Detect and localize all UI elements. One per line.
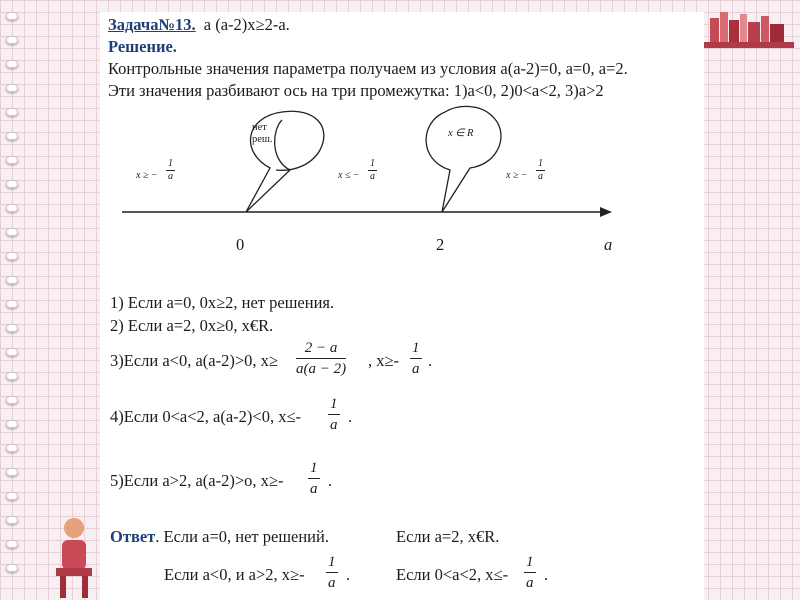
case-1: 1) Если а=0, 0x≥2, нет решения.: [110, 293, 335, 312]
interval-3-fraction: $\frac{1}{a}$: [538, 158, 543, 182]
case-2: 2) Если а=2, 0x≥0, x€R.: [110, 316, 274, 335]
case-4-fraction: $\frac{1}{a}$: [330, 396, 338, 433]
notebook-rings: [0, 0, 26, 600]
books-illustration: [700, 2, 796, 50]
interval-1-label: x ≥ −: [136, 170, 158, 181]
interval-3-label: x ≥ −: [506, 170, 528, 181]
answer-part-4: Если 0<а<2, x≤-: [396, 565, 509, 584]
child-reading-illustration: [52, 510, 96, 600]
task-expression: a (a-2)x≥2-a.: [203, 15, 290, 34]
case-3-text: 3)Если а<0, a(a-2)>0, x≥: [110, 351, 278, 370]
case-3-fraction-1: $\frac{2 - a}{a(a - 2)}$: [296, 340, 347, 377]
answer-part-1: . Если а=0, нет решений.: [155, 527, 329, 546]
case-4-text: 4)Если 0<а<2, a(a-2)<0, x≤-: [110, 407, 302, 426]
case-3-dot: .: [428, 351, 433, 370]
case-3-mid: , x≥-: [368, 351, 400, 370]
control-values-line: Контрольные значения параметра получаем из условия а(а-2)=0, а=0, а=2.: [108, 59, 628, 78]
bubble-all-real-text: x ∈ R: [448, 128, 474, 139]
answer-fraction-1: $\frac{1}{a}$: [328, 554, 336, 591]
speech-bubble-all-real: [426, 106, 501, 212]
case-5-text: 5)Если a>2, a(a-2)>o, x≥-: [110, 471, 284, 490]
slide-content: [100, 12, 704, 600]
task-label: Задача№13.: [108, 15, 196, 34]
tick-2-label: 2: [436, 235, 445, 254]
tick-0-label: 0: [236, 235, 245, 254]
axis-arrow: [600, 207, 612, 217]
case-3-fraction-2: $\frac{1}{a}$: [412, 340, 420, 377]
solution-label: Решение.: [108, 37, 177, 56]
answer-label: Ответ: [110, 527, 156, 546]
interval-2-label: x ≤ −: [338, 170, 360, 181]
case-5-fraction: $\frac{1}{a}$: [310, 460, 318, 497]
interval-2-fraction: $\frac{1}{a}$: [370, 158, 375, 182]
answer-fraction-2: $\frac{1}{a}$: [526, 554, 534, 591]
answer-part-3: Если а<0, и а>2, x≥-: [164, 565, 305, 584]
case-5-dot: .: [328, 471, 333, 490]
interval-1-fraction: $\frac{1}{a}$: [168, 158, 173, 182]
intervals-line: Эти значения разбивают ось на три промежутка: 1)а<0, 2)0<а<2, 3)а>2: [108, 81, 604, 100]
answer-dot-2: .: [544, 565, 549, 584]
axis-a-label: a: [604, 235, 613, 254]
answer-part-2: Если а=2, x€R.: [396, 527, 500, 546]
answer-line-1: [110, 528, 329, 546]
bubble-no-solution-text: нет реш.: [252, 122, 273, 145]
answer-dot-1: .: [346, 565, 351, 584]
case-4-dot: .: [348, 407, 353, 426]
